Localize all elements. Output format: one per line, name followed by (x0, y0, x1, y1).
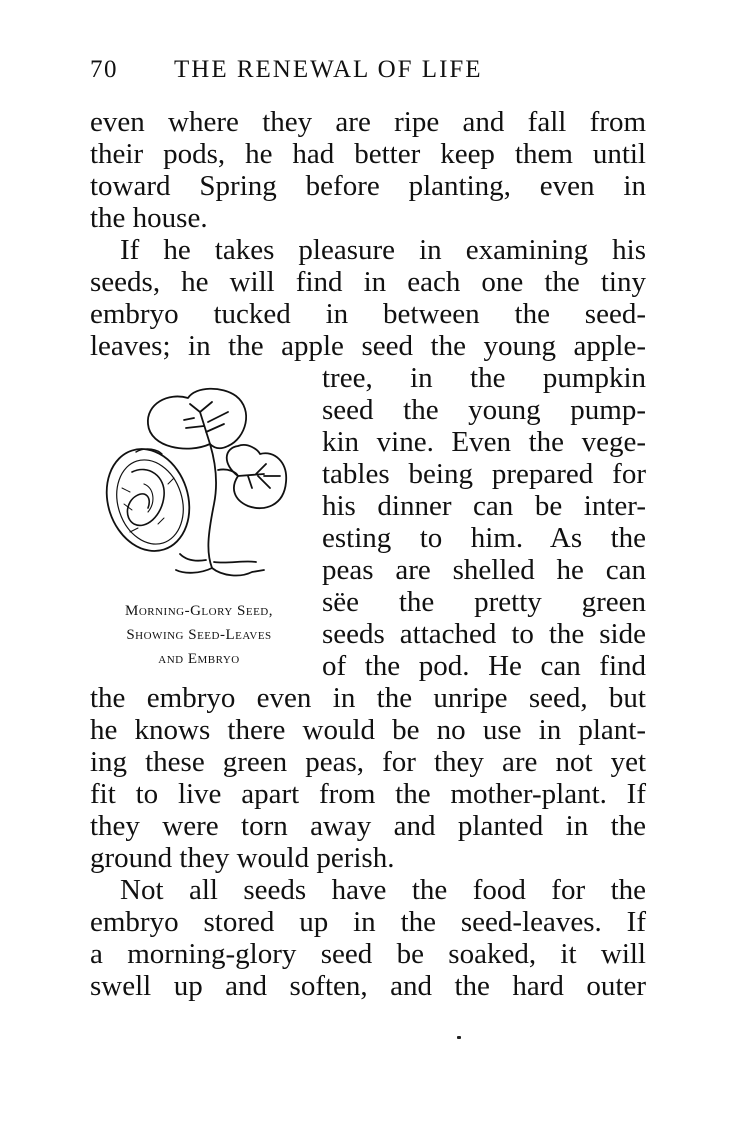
text-line: his dinner can be inter- (322, 490, 646, 522)
paragraph-start-line: If he takes pleasure in examining his (120, 234, 646, 266)
figure-caption-line: Morning-Glory Seed, (124, 603, 273, 619)
text-line: kin vine. Even the vege- (322, 426, 646, 458)
text-line: the embryo even in the unripe seed, but (90, 682, 646, 714)
text-line: a morning-glory seed be soaked, it will (90, 938, 646, 970)
text-line: seeds, he will find in each one the tiny (90, 266, 646, 298)
text-line: fit to live apart from the mother-plant. If (90, 778, 646, 810)
text-line: tree, in the pumpkin (322, 362, 646, 394)
text-line: seed the young pump- (322, 394, 646, 426)
text-line: embryo stored up in the seed-leaves. If (90, 906, 646, 938)
figure-caption-line: Showing Seed-Leaves (126, 627, 272, 643)
text-line: ground they would perish. (90, 842, 395, 874)
text-line: he knows there would be no use in plant- (90, 714, 646, 746)
text-line: they were torn away and planted in the (90, 810, 646, 842)
text-line: their pods, he had better keep them until (90, 138, 646, 170)
text-line: embryo tucked in between the seed- (90, 298, 646, 330)
text-line: tables being prepared for (322, 458, 646, 490)
text-line: of the pod. He can find (322, 650, 646, 682)
print-speck (457, 1036, 461, 1039)
text-line: toward Spring before planting, even in (90, 170, 646, 202)
figure-caption-line: and Embryo (158, 651, 240, 667)
page-number: 70 (90, 56, 118, 83)
text-line: seeds attached to the side (322, 618, 646, 650)
text-line: swell up and soften, and the hard outer (90, 970, 646, 1002)
text-line: the house. (90, 202, 208, 234)
page-header (90, 56, 650, 92)
text-line: sëe the pretty green (322, 586, 646, 618)
paragraph-start-line: Not all seeds have the food for the (120, 874, 646, 906)
text-line: ing these green peas, for they are not yet (90, 746, 646, 778)
text-line: leaves; in the apple seed the young apple- (90, 330, 646, 362)
text-line: peas are shelled he can (322, 554, 646, 586)
morning-glory-seedling-illustration (88, 384, 318, 584)
text-line: esting to him. As the (322, 522, 646, 554)
running-title: THE RENEWAL OF LIFE (174, 56, 483, 83)
text-line: even where they are ripe and fall from (90, 106, 646, 138)
